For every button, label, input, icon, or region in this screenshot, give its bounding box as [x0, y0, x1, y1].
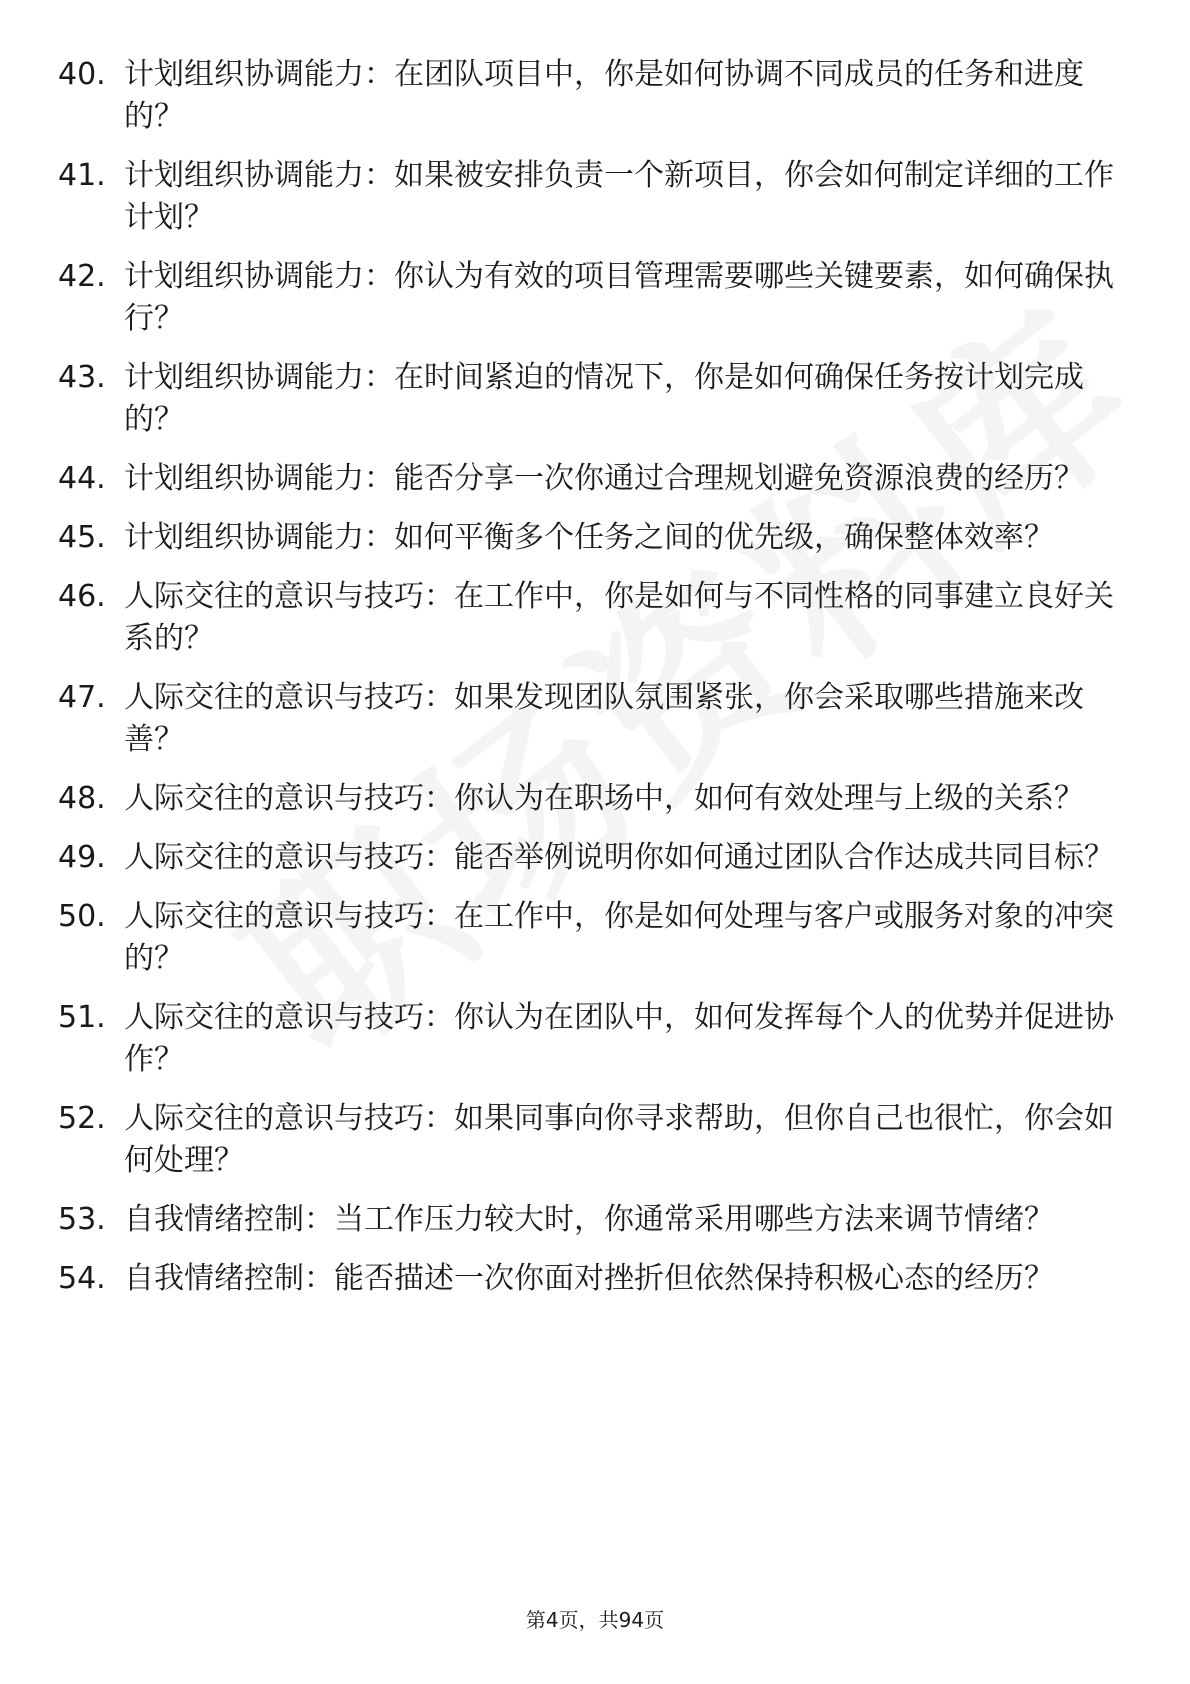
list-item — [58, 896, 1128, 980]
page-number-label: 第4页，共94页 — [525, 1608, 665, 1632]
question-text: 人际交往的意识与技巧：在工作中，你是如何处理与客户或服务对象的冲突的？ — [124, 899, 1114, 976]
question-text: 自我情绪控制：能否描述一次你面对挫折但依然保持积极心态的经历？ — [124, 1261, 1054, 1296]
question-number: 52. — [58, 1101, 106, 1136]
list-item — [58, 54, 1128, 138]
list-item — [58, 778, 1128, 820]
question-text: 人际交往的意识与技巧：如果同事向你寻求帮助，但你自己也很忙，你会如何处理？ — [124, 1101, 1114, 1178]
question-text: 计划组织协调能力：在团队项目中，你是如何协调不同成员的任务和进度的？ — [124, 57, 1084, 134]
list-item — [58, 837, 1128, 879]
question-text: 计划组织协调能力：如果被安排负责一个新项目，你会如何制定详细的工作计划？ — [124, 158, 1114, 235]
question-number: 41. — [58, 158, 106, 193]
question-number: 47. — [58, 680, 106, 715]
question-number: 40. — [58, 57, 106, 92]
question-text: 计划组织协调能力：在时间紧迫的情况下，你是如何确保任务按计划完成的？ — [124, 360, 1084, 437]
list-item — [58, 576, 1128, 660]
question-text: 计划组织协调能力：你认为有效的项目管理需要哪些关键要素，如何确保执行？ — [124, 259, 1114, 336]
list-item — [58, 677, 1128, 761]
question-number: 43. — [58, 360, 106, 395]
question-number: 48. — [58, 781, 106, 816]
list-item — [58, 155, 1128, 239]
question-text: 自我情绪控制：当工作压力较大时，你通常采用哪些方法来调节情绪？ — [124, 1202, 1054, 1237]
question-text: 人际交往的意识与技巧：能否举例说明你如何通过团队合作达成共同目标？ — [124, 840, 1114, 875]
list-item — [58, 357, 1128, 441]
list-item — [58, 1258, 1128, 1300]
question-number: 49. — [58, 840, 106, 875]
list-item — [58, 997, 1128, 1081]
page-footer — [0, 1606, 1190, 1634]
list-item — [58, 1098, 1128, 1182]
list-item — [58, 517, 1128, 559]
list-item — [58, 256, 1128, 340]
question-text: 人际交往的意识与技巧：在工作中，你是如何与不同性格的同事建立良好关系的？ — [124, 579, 1114, 656]
question-text: 计划组织协调能力：如何平衡多个任务之间的优先级，确保整体效率？ — [124, 520, 1054, 555]
question-number: 53. — [58, 1202, 106, 1237]
question-number: 50. — [58, 899, 106, 934]
question-number: 44. — [58, 461, 106, 496]
list-item — [58, 458, 1128, 500]
question-text: 人际交往的意识与技巧：你认为在团队中，如何发挥每个人的优势并促进协作？ — [124, 1000, 1114, 1077]
question-text: 人际交往的意识与技巧：如果发现团队氛围紧张，你会采取哪些措施来改善？ — [124, 680, 1084, 757]
question-number: 46. — [58, 579, 106, 614]
question-number: 54. — [58, 1261, 106, 1296]
question-text: 人际交往的意识与技巧：你认为在职场中，如何有效处理与上级的关系？ — [124, 781, 1084, 816]
question-number: 45. — [58, 520, 106, 555]
question-list — [58, 54, 1128, 1317]
question-number: 51. — [58, 1000, 106, 1035]
question-text: 计划组织协调能力：能否分享一次你通过合理规划避免资源浪费的经历？ — [124, 461, 1084, 496]
list-item — [58, 1199, 1128, 1241]
question-number: 42. — [58, 259, 106, 294]
